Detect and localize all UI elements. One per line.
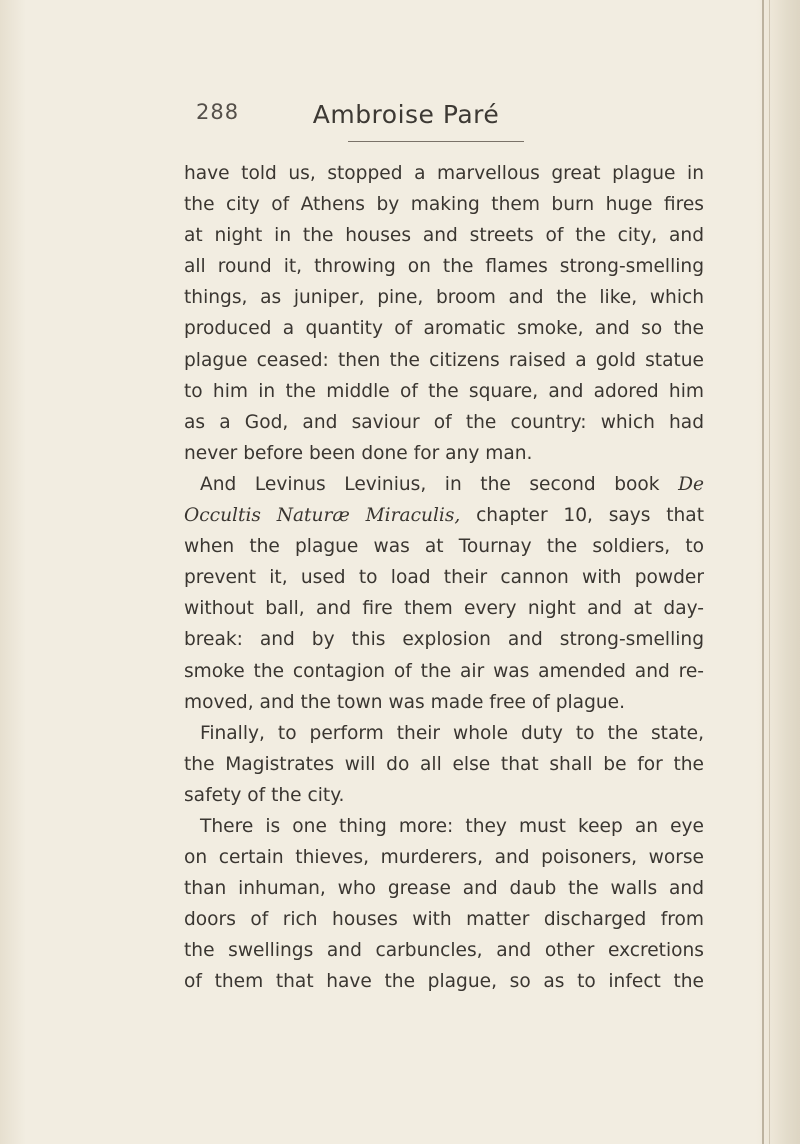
text-line: when the plague was at Tournay the soldiers, to (184, 536, 704, 558)
text-line: to him in the middle of the square, and adored him (184, 380, 704, 402)
text-line (184, 500, 704, 531)
running-title: Ambroise Paré (312, 100, 500, 129)
text-line: things, as juniper, pine, broom and the like, which (184, 287, 704, 309)
text-line: as a God, and saviour of the country: which had (184, 411, 704, 433)
text-line: the city of Athens by making them burn huge fires (184, 194, 704, 216)
text-segment: chapter 10, says that (476, 505, 704, 527)
page-number: 288 (196, 100, 240, 124)
text-line: plague ceased: then the citizens raised a gold statue (184, 349, 704, 371)
text-line: Finally, to perform their whole duty to the state, (200, 722, 704, 744)
text-line: smoke the contagion of the air was amended and re- (184, 660, 704, 682)
page-edge-left (0, 0, 26, 1144)
text-line: break: and by this explosion and strong-smelling (184, 629, 704, 651)
text-line: prevent it, used to load their cannon with powder (184, 567, 704, 589)
text-line: at night in the houses and streets of the city, and (184, 225, 704, 247)
text-line: never before been done for any man. (184, 442, 533, 464)
text-line: than inhuman, who grease and daub the walls and (184, 878, 704, 900)
book-title-italic: De (678, 473, 704, 495)
header-rule (348, 141, 524, 142)
text-line: all round it, throwing on the flames strong-smelling (184, 256, 704, 278)
body-text (184, 158, 704, 998)
text-line: on certain thieves, murderers, and poisoners, worse (184, 847, 704, 869)
text-line: without ball, and fire them every night and at day- (184, 598, 704, 620)
binding-edge (762, 0, 764, 1144)
text-line (184, 469, 704, 500)
text-line: doors of rich houses with matter discharged from (184, 909, 704, 931)
text-line: the swellings and carbuncles, and other excretions (184, 940, 704, 962)
book-title-italic: Occultis Naturæ Miraculis, (184, 505, 461, 527)
text-line: safety of the city. (184, 784, 345, 806)
text-line: moved, and the town was made free of plague. (184, 691, 626, 713)
text-line: of them that have the plague, so as to infect the (184, 971, 704, 993)
text-line: There is one thing more: they must keep an eye (200, 815, 704, 837)
text-line: have told us, stopped a marvellous great plague in (184, 163, 704, 184)
running-head (196, 100, 616, 140)
text-line: produced a quantity of aromatic smoke, and so the (184, 318, 704, 340)
text-line: the Magistrates will do all else that shall be for the (184, 753, 704, 775)
text-segment: And Levinus Levinius, in the second book (200, 473, 660, 495)
binding-edge-inner (769, 0, 770, 1144)
